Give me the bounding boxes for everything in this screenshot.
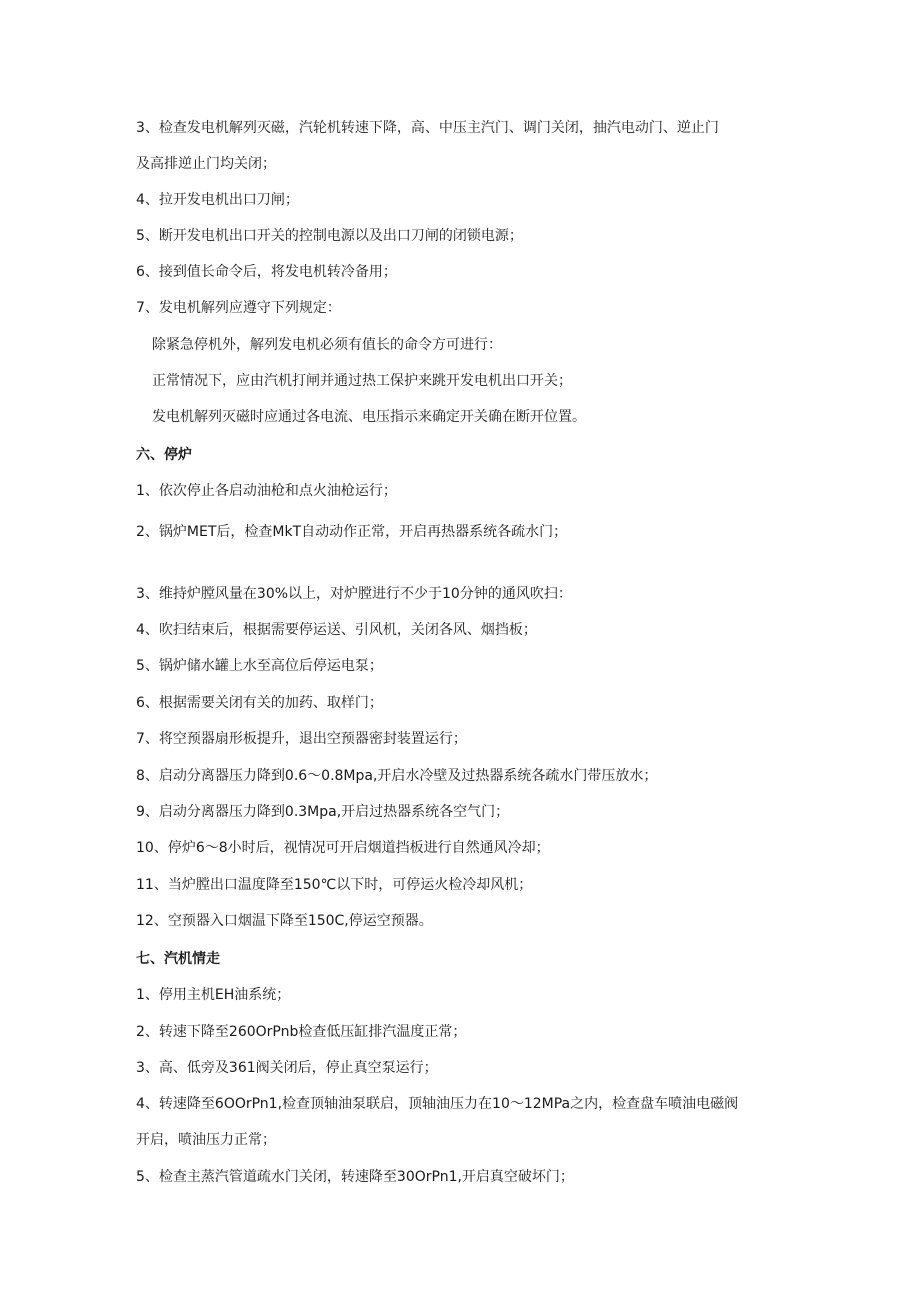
text-line: 2、转速下降至260OrPnb检查低压缸排汽温度正常；: [136, 1024, 467, 1040]
text-line: 正常情况下，应由汽机打闸并通过热工保护来跳开发电机出口开关；: [152, 373, 572, 389]
text-line: 6、接到值长命令后，将发电机转冷备用；: [136, 264, 397, 280]
text-line: 7、将空预器扇形板提升，退出空预器密封装置运行；: [136, 731, 467, 747]
section-heading: 六、停炉: [136, 447, 192, 463]
text-line: 4、吹扫结束后，根据需要停运送、引风机，关闭各风、烟挡板；: [136, 622, 537, 638]
text-line: 7、发电机解列应遵守下列规定：: [136, 300, 341, 316]
text-line: 4、转速降至6OOrPn1,检查顶轴油泵联启，顶轴油压力在10～12MPa之内，检查盘车喷油电磁阀: [136, 1096, 739, 1112]
text-line: 12、空预器入口烟温下降至150C,停运空预器。: [136, 913, 433, 929]
text-line: 开启，喷油压力正常；: [136, 1132, 276, 1148]
text-line: 10、停炉6～8小时后，视情况可开启烟道挡板进行自然通风冷却；: [136, 840, 550, 856]
text-line: 3、高、低旁及361阀关闭后，停止真空泵运行；: [136, 1060, 438, 1076]
text-line: 3、检查发电机解列灭磁，汽轮机转速下降，高、中压主汽门、调门关闭，抽汽电动门、逆止门: [136, 120, 719, 136]
text-line: 9、启动分离器压力降到0.3Mpa,开启过热器系统各空气门；: [136, 804, 510, 820]
text-line: 8、启动分离器压力降到0.6～0.8Mpa,开启水冷壁及过热器系统各疏水门带压放水；: [136, 768, 658, 784]
text-line: 1、停用主机EH油系统；: [136, 987, 291, 1003]
section-heading: 七、汽机情走: [136, 951, 220, 967]
text-line: 发电机解列灭磁时应通过各电流、电压指示来确定开关确在断开位置。: [152, 409, 586, 425]
text-line: 2、锅炉MET后，检查MkT自动动作正常，开启再热器系统各疏水门；: [136, 524, 568, 540]
text-line: 11、当炉膛出口温度降至150℃以下时，可停运火检冷却风机；: [136, 877, 533, 893]
text-line: 及高排逆止门均关闭；: [136, 156, 276, 172]
text-line: 5、锅炉储水罐上水至高位后停运电泵；: [136, 658, 383, 674]
text-line: 5、检查主蒸汽管道疏水门关闭，转速降至30OrPn1,开启真空破坏门；: [136, 1169, 574, 1185]
text-line: 5、断开发电机出口开关的控制电源以及出口刀闸的闭锁电源；: [136, 228, 523, 244]
text-line: 1、依次停止各启动油枪和点火油枪运行；: [136, 483, 397, 499]
text-line: 4、拉开发电机出口刀闸；: [136, 192, 299, 208]
text-line: 6、根据需要关闭有关的加药、取样门；: [136, 695, 383, 711]
text-line: 除紧急停机外，解列发电机必须有值长的命令方可进行：: [152, 337, 502, 353]
text-line: 3、维持炉膛风量在30%以上，对炉膛进行不少于10分钟的通风吹扫：: [136, 586, 572, 602]
